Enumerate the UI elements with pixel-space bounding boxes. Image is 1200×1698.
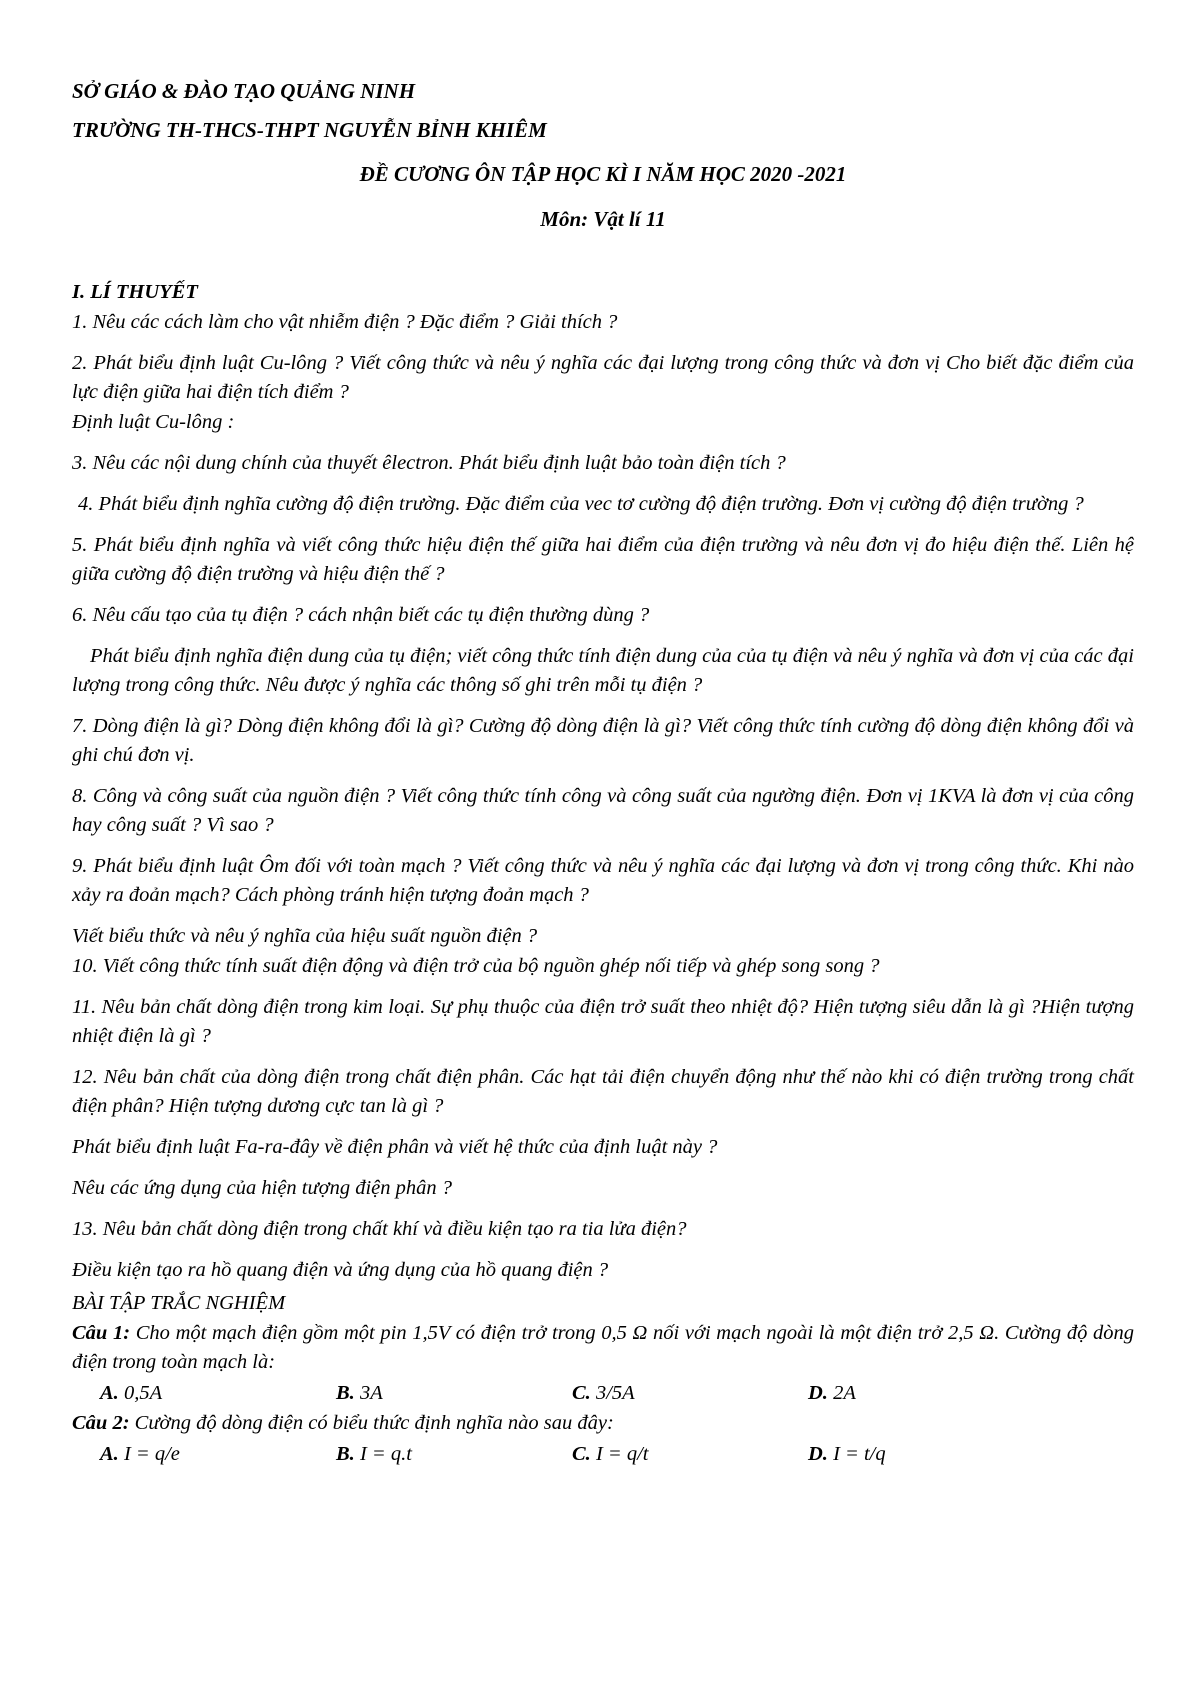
theory-item: 13. Nêu bản chất dòng điện trong chất khí và điều kiện tạo ra tia lửa điện? <box>72 1218 687 1240</box>
answer-option-b: B. I = q.t <box>336 1443 412 1465</box>
quiz-heading: BÀI TẬP TRẮC NGHIỆM <box>72 1292 286 1314</box>
question-label: Câu 2: <box>72 1412 130 1434</box>
theory-item: 11. Nêu bản chất dòng điện trong kim loại. Sự phụ thuộc của điện trở suất theo nhiệt độ? Hiện tượng siêu dẫn là gì ?Hiện tượng nhiệt điện là gì ? <box>72 996 1134 1047</box>
answer-option-a: A. I = q/e <box>100 1443 180 1465</box>
theory-item: 2. Phát biểu định luật Cu-lông ? Viết công thức và nêu ý nghĩa các đại lượng trong công thức và đơn vị Cho biết đặc điểm của lực điện giữa hai điện tích điểm ? <box>72 352 1134 403</box>
theory-item: 5. Phát biểu định nghĩa và viết công thức hiệu điện thế giữa hai điểm của điện trường và nêu đơn vị đo hiệu điện thế. Liên hệ giữa cường độ điện trường và hiệu điện thế ? <box>72 534 1134 585</box>
answer-option-b: B. 3A <box>336 1382 383 1404</box>
answer-options <box>72 1440 1134 1469</box>
theory-item: 4. Phát biểu định nghĩa cường độ điện trường. Đặc điểm của vec tơ cường độ điện trường. Đơn vị cường độ điện trường ? <box>78 493 1084 515</box>
question-2 <box>72 1409 1134 1438</box>
theory-item: 1. Nêu các cách làm cho vật nhiễm điện ? Đặc điểm ? Giải thích ? <box>72 311 618 333</box>
theory-item: 8. Công và công suất của nguồn điện ? Viết công thức tính công và công suất của ngường điện. Đơn vị 1KVA là đơn vị của công hay công suất ? Vì sao ? <box>72 785 1134 836</box>
department-name: SỞ GIÁO & ĐÀO TẠO QUẢNG NINH <box>72 79 416 103</box>
question-text: Cường độ dòng điện có biểu thức định nghĩa nào sau đây: <box>129 1412 614 1434</box>
theory-item: Định luật Cu-lông : <box>72 411 235 433</box>
theory-item: 6. Nêu cấu tạo của tụ điện ? cách nhận biết các tụ điện thường dùng ? <box>72 604 650 626</box>
question-label: Câu 1: <box>72 1322 131 1344</box>
theory-item: 10. Viết công thức tính suất điện động và điện trở của bộ nguồn ghép nối tiếp và ghép song song ? <box>72 955 880 977</box>
theory-item: 12. Nêu bản chất của dòng điện trong chất điện phân. Các hạt tải điện chuyển động như thế nào khi có điện trường trong chất điện phân? Hiện tượng dương cực tan là gì ? <box>72 1066 1134 1117</box>
answer-option-c: C. I = q/t <box>572 1443 649 1465</box>
document-title: ĐỀ CƯƠNG ÔN TẬP HỌC KÌ I NĂM HỌC 2020 -2021 <box>359 162 847 186</box>
theory-item: Nêu các ứng dụng của hiện tượng điện phân ? <box>72 1177 453 1199</box>
answer-options <box>72 1379 1134 1408</box>
theory-item: Phát biểu định luật Fa-ra-đây về điện phân và viết hệ thức của định luật này ? <box>72 1136 718 1158</box>
answer-option-d: D. 2A <box>808 1382 856 1404</box>
theory-item: Điều kiện tạo ra hồ quang điện và ứng dụng của hồ quang điện ? <box>72 1259 609 1281</box>
theory-heading: I. LÍ THUYẾT <box>72 281 198 303</box>
answer-option-a: A. 0,5A <box>100 1382 163 1404</box>
answer-option-d: D. I = t/q <box>808 1443 886 1465</box>
theory-item: 7. Dòng điện là gì? Dòng điện không đổi là gì? Cường độ dòng điện là gì? Viết công thức tính cường độ dòng điện không đổi và ghi chú đơn vị. <box>72 715 1134 766</box>
theory-item: Phát biểu định nghĩa điện dung của tụ điện; viết công thức tính điện dung của của tụ điện và nêu ý nghĩa và đơn vị của các đại lượng trong công thức. Nêu được ý nghĩa các thông số ghi trên mỗi tụ điện ? <box>72 645 1134 696</box>
theory-item: Viết biểu thức và nêu ý nghĩa của hiệu suất nguồn điện ? <box>72 925 538 947</box>
theory-item: 3. Nêu các nội dung chính của thuyết êlectron. Phát biểu định luật bảo toàn điện tích ? <box>72 452 786 474</box>
answer-option-c: C. 3/5A <box>572 1382 635 1404</box>
question-1 <box>72 1319 1134 1377</box>
theory-item: 9. Phát biểu định luật Ôm đối với toàn mạch ? Viết công thức và nêu ý nghĩa các đại lượng và đơn vị trong công thức. Khi nào xảy ra đoản mạch? Cách phòng tránh hiện tượng đoản mạch ? <box>72 855 1134 906</box>
question-text: Cho một mạch điện gồm một pin 1,5V có điện trở trong 0,5 Ω nối với mạch ngoài là một điện trở 2,5 Ω. Cường độ dòng điện trong toàn mạch là: <box>72 1322 1134 1373</box>
subject-line: Môn: Vật lí 11 <box>540 207 666 231</box>
school-name: TRƯỜNG TH-THCS-THPT NGUYỄN BỈNH KHIÊM <box>72 118 547 142</box>
document-page <box>72 64 1134 1469</box>
